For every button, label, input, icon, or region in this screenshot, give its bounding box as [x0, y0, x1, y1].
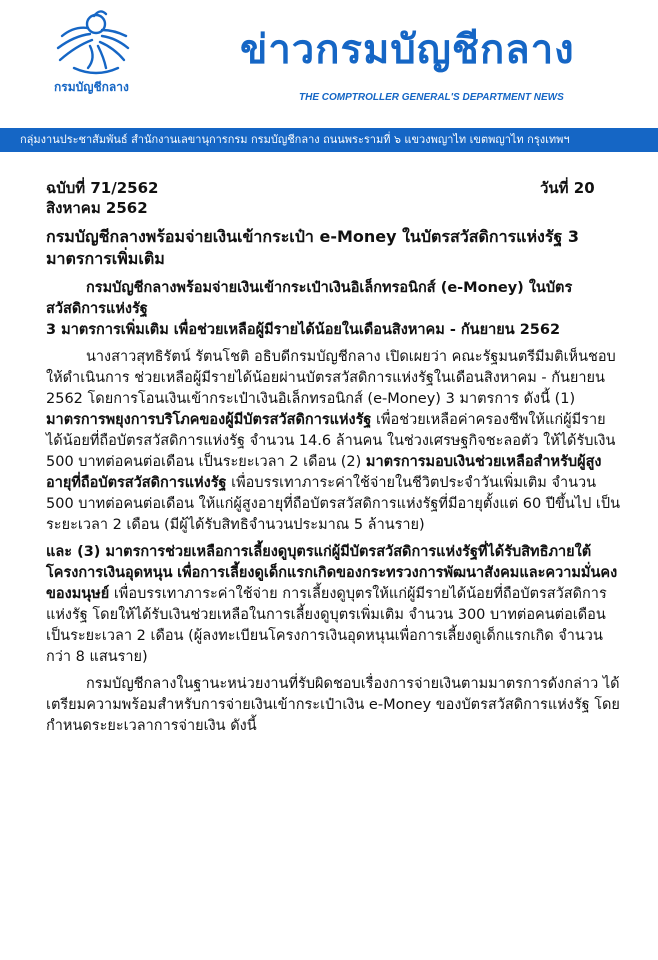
p1-measure-1-title: มาตรการพยุงการบริโภคของผู้มีบัตรสวัสดิการแห่งรัฐ — [46, 412, 372, 428]
p1-measure-1-text: เพื่อช่วยเหลือค่าครองชีพให้แก่ผู้มีรายได้น้อยที่ถือบัตรสวัสดิการแห่งรัฐ จำนวน 14.6 ล้านคน ในช่วงเศรษฐกิจชะลอตัว ให้ได้รับเงิน 500 บาทต่อคนต่อเดือน เป็นระยะเวลา 2 เดือน (2) — [46, 412, 616, 470]
issue-number: ฉบับที่ 71/2562 — [46, 179, 159, 197]
headline: กรมบัญชีกลางพร้อมจ่ายเงินเข้ากระเป๋า e-Money ในบัตรสวัสดิการแห่งรัฐ 3 มาตรการเพิ่มเติม — [46, 227, 579, 268]
news-content — [46, 178, 620, 737]
issue-day: วันที่ 20 — [540, 179, 595, 197]
issue-number-block — [46, 178, 346, 218]
p1-measure-2-title: มาตรการมอบเงินช่วยเหลือสำหรับผู้สูงอายุที่ถือบัตรสวัสดิการแห่งรัฐ — [46, 454, 602, 491]
body-paragraph-1 — [46, 347, 620, 536]
news-header — [0, 0, 658, 126]
page-title: ข่าวกรมบัญชีกลาง — [240, 27, 575, 73]
lead-line-1: กรมบัญชีกลางพร้อมจ่ายเงินเข้ากระเป๋าเงินอิเล็กทรอนิกส์ (e-Money) ในบัตรสวัสดิการแห่งรัฐ — [46, 280, 573, 317]
p2-text-c: จำนวน 300 บาทต่อคนต่อเดือน เป็นระยะเวลา 2 เดือน (ผู้ลงทะเบียนโครงการเงินอุดหนุนเพื่อการเลี้ยงดูเด็กแรกเกิด จำนวนกว่า 8 แสนราย) — [46, 607, 606, 665]
p2-text-a: เพื่อบรรเทาภาระค่าใช้จ่าย — [113, 586, 278, 602]
logo-caption: กรมบัญชีกลาง — [54, 80, 129, 94]
lead-line-2: 3 มาตรการเพิ่มเติม เพื่อช่วยเหลือผู้มีรายได้น้อยในเดือนสิงหาคม - กันยายน 2562 — [46, 322, 561, 338]
issue-month-year: สิงหาคม 2562 — [46, 199, 148, 217]
p2-text-b: การเลี้ยงดูบุตรให้แก่ผู้มีรายได้น้อยที่ถือบัตรสวัสดิการแห่งรัฐ โดยให้ได้รับเงินช่วยเหลือในการเลี้ยงดูบุตรเพิ่มเติม — [46, 586, 607, 623]
p1-measure-2-text: เพื่อบรรเทาภาระค่าใช้จ่ายในชีวิตประจำวันเพิ่มเติม จำนวน 500 บาทต่อคนต่อเดือน ให้แก่ผู้สูงอายุที่ถือบัตรสวัสดิการแห่งรัฐที่มีอายุตั้งแต่ 60 ปีขึ้นไป เป็นระยะเวลา 2 เดือน (มีผู้ได้รับสิทธิจำนวนประมาณ 5 ล้านราย) — [46, 475, 620, 533]
address-band — [0, 128, 658, 152]
issue-info — [46, 178, 620, 218]
lead-paragraph — [46, 278, 620, 341]
p2-measure-3-title-b: เพื่อการเลี้ยงดูเด็กแรกเกิดของกระทรวงการพัฒนาสังคมและความมั่นคงของมนุษย์ — [46, 565, 618, 602]
address-text: กลุ่มงานประชาสัมพันธ์ สำนักงานเลขานุการกรม กรมบัญชีกลาง ถนนพระรามที่ ๖ แขวงพญาไท เขตพญาไท กรุงเทพฯ — [20, 133, 570, 146]
p2-measure-3-title-a: และ (3) มาตรการช่วยเหลือการเลี้ยงดูบุตรแก่ผู้มีบัตรสวัสดิการแห่งรัฐที่ได้รับสิทธิภายใต้โครงการเงินอุดหนุน — [46, 544, 592, 581]
p1-intro: นางสาวสุทธิรัตน์ รัตนโชติ อธิบดีกรมบัญชีกลาง เปิดเผยว่า คณะรัฐมนตรีมีมติเห็นชอบให้ดำเนินการ — [46, 349, 616, 386]
p1-continue: ช่วยเหลือผู้มีรายได้น้อยผ่านบัตรสวัสดิการแห่งรัฐในเดือนสิงหาคม - กันยายน 2562 โดยการโอนเงินเข้ากระเป๋าเงินอิเล็กทรอนิกส์ (e-Money) 3 มาตรการ ดังนี้ (1) — [46, 370, 605, 407]
body-paragraph-2 — [46, 542, 620, 668]
page-subtitle: THE COMPTROLLER GENERAL'S DEPARTMENT NEWS — [299, 92, 564, 103]
body-paragraph-3: กรมบัญชีกลางในฐานะหน่วยงานที่รับผิดชอบเรื่องการจ่ายเงินตามมาตรการดังกล่าว ได้เตรียมความพร้อมสำหรับการจ่ายเงินเข้ากระเป๋าเงิน e-Money ของบัตรสวัสดิการแห่งรัฐ โดยกำหนดระยะเวลาการจ่ายเงิน ดังนี้ — [46, 676, 620, 734]
